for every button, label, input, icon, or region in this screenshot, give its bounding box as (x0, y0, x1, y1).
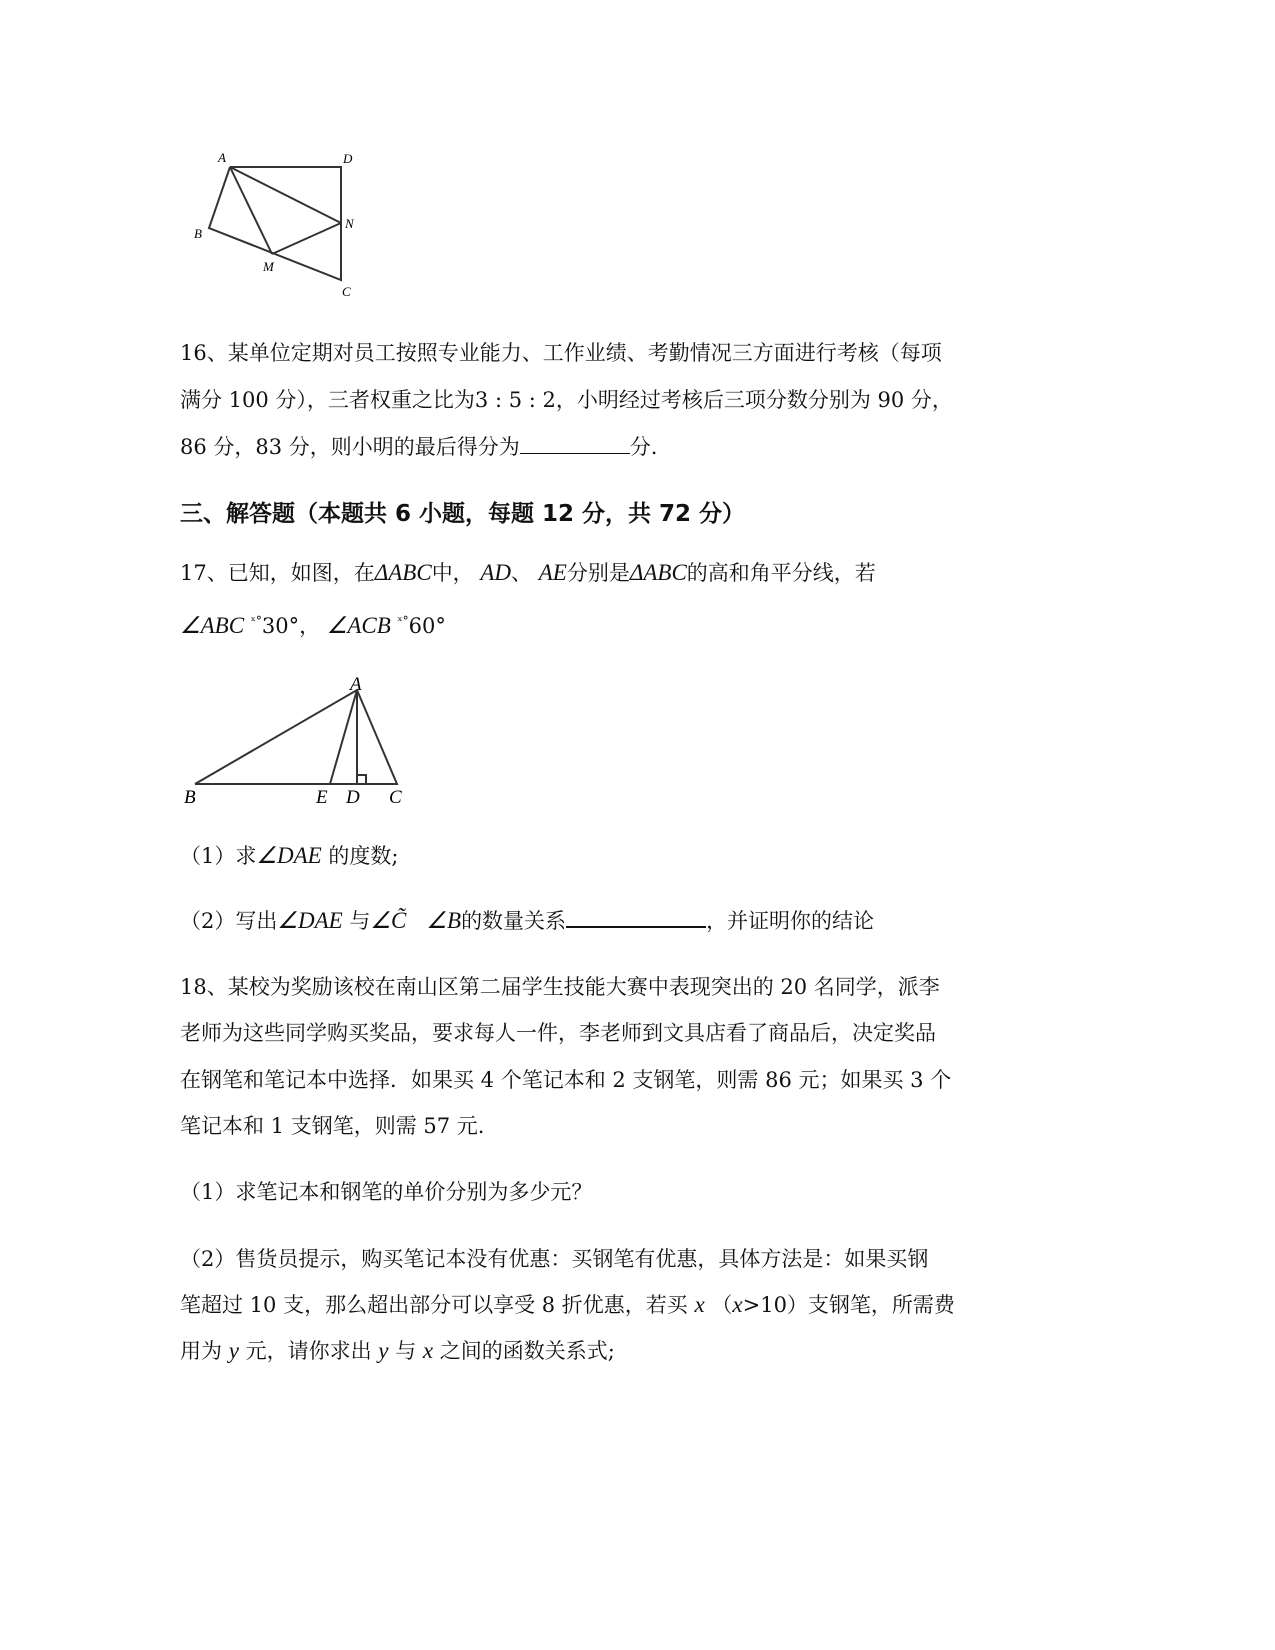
q18-part2-line1: （2）售货员提示，购买笔记本没有优惠：买钢笔有优惠，具体方法是：如果买钢 (180, 1247, 929, 1271)
figure-triangle (195, 690, 397, 784)
q17-line2: ∠ABC $^{ˣ^\circ}$30°， ∠ACB $^{ˣ^\circ}$60° (180, 613, 446, 638)
q18-part1: （1）求笔记本和钢笔的单价分别为多少元？ (180, 1180, 593, 1204)
figure2-labels (184, 674, 402, 808)
label-d: D (343, 151, 353, 166)
label-c: C (342, 284, 351, 299)
label-b: B (194, 226, 202, 241)
svg-text:E: E (316, 787, 328, 808)
q16-line1: 16、某单位定期对员工按照专业能力、工作业绩、考勤情况三方面进行考核（每项 (180, 341, 942, 365)
label-a: A (218, 150, 226, 165)
q16-line2: 满分 100 分），三者权重之比为3 : 5 : 2，小明经过考核后三项分数分别为 90 分， (180, 388, 953, 412)
q17-part2: （2）写出∠DAE 与∠C̃ ∠B的数量关系 ，并证明你的结论 (180, 908, 875, 933)
q18-line1: 18、某校为奖励该校在南山区第二届学生技能大赛中表现突出的 20 名同学，派李 (180, 975, 940, 999)
section-heading: 三、解答题（本题共 6 小题，每题 12 分，共 72 分） (180, 501, 746, 527)
answer-blank (566, 908, 706, 928)
q17-part1: （1）求∠DAE 的度数; (180, 843, 399, 868)
svg-text:B: B (184, 787, 196, 808)
label-n: N (345, 216, 354, 231)
answer-blank (520, 435, 630, 454)
q17-line1: 17、已知，如图，在ΔABC中， AD、 AE分别是ΔABC的高和角平分线，若 (180, 560, 876, 585)
label-m: M (263, 259, 274, 274)
svg-text:C: C (389, 787, 402, 808)
q18-part2-line3: 用为 y 元，请你求出 y 与 x 之间的函数关系式; (180, 1338, 615, 1363)
q18-line2: 老师为这些同学购买奖品，要求每人一件，李老师到文具店看了商品后，决定奖品 (180, 1021, 936, 1045)
q18-part2-line2: 笔超过 10 支，那么超出部分可以享受 8 折优惠，若买 x （x>10）支钢笔，所需费 (180, 1292, 955, 1317)
q18-line3: 在钢笔和笔记本中选择．如果买 4 个笔记本和 2 支钢笔，则需 86 元；如果买 3 个 (180, 1068, 952, 1092)
q18-line4: 笔记本和 1 支钢笔，则需 57 元. (180, 1114, 485, 1138)
svg-text:D: D (346, 787, 360, 808)
svg-text:A: A (350, 674, 362, 695)
q16-line3: 86 分，83 分，则小明的最后得分为 分. (180, 435, 658, 459)
figure-quadrilateral (209, 167, 341, 280)
